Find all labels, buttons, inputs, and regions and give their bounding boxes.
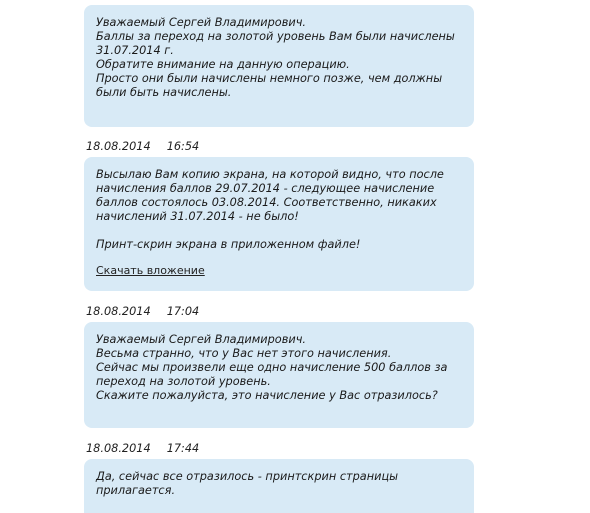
- message-line: Просто они были начислены немного позже, чем должны: [96, 71, 443, 85]
- message-line: Весьма странно, что у Вас нет этого начисления.: [96, 346, 392, 360]
- message-line: прилагается.: [96, 483, 176, 497]
- message-date: 18.08.2014: [86, 140, 151, 153]
- message-line: Баллы за переход на золотой уровень Вам были начислены: [96, 29, 455, 43]
- message-line: Обратите внимание на данную операцию.: [96, 57, 350, 71]
- message-timestamp: [86, 140, 199, 153]
- message-date: 18.08.2014: [86, 442, 151, 455]
- message-time: 17:04: [166, 305, 200, 318]
- message-time: 16:54: [166, 140, 200, 153]
- message-line: Уважаемый Сергей Владимирович.: [96, 333, 306, 346]
- message-line: баллов состоялось 03.08.2014. Соответственно, никаких: [96, 195, 437, 209]
- message-line: переход на золотой уровень.: [96, 374, 271, 388]
- message-line: начисления баллов 29.07.2014 - следующее начисление: [96, 181, 435, 195]
- message-line: Уважаемый Сергей Владимирович.: [96, 16, 306, 29]
- message-date: 18.08.2014: [86, 305, 151, 318]
- message-line: были быть начислены.: [96, 85, 232, 99]
- message-line: начислений 31.07.2014 - не было!: [96, 209, 299, 223]
- message-line: Да, сейчас все отразилось - принтскрин страницы: [96, 470, 399, 483]
- message-timestamp: [86, 442, 199, 455]
- message-bubble-support-1: [84, 5, 474, 127]
- message-line: Высылаю Вам копию экрана, на которой видно, что после: [96, 168, 444, 181]
- message-bubble-support-2: [84, 322, 474, 428]
- message-timestamp: [86, 305, 199, 318]
- message-line: Сейчас мы произвели еще одно начисление 500 баллов за: [96, 360, 448, 374]
- download-attachment-link[interactable]: Скачать вложение: [96, 264, 205, 278]
- message-bubble-client-1: [84, 157, 474, 291]
- message-line: 31.07.2014 г.: [96, 43, 174, 57]
- message-blank-line: [96, 224, 462, 238]
- message-time: 17:44: [166, 442, 200, 455]
- message-line: Скажите пожалуйста, это начисление у Вас отразилось?: [96, 388, 438, 402]
- message-line: Принт-скрин экрана в приложенном файле!: [96, 237, 361, 251]
- message-bubble-client-2: [84, 459, 474, 513]
